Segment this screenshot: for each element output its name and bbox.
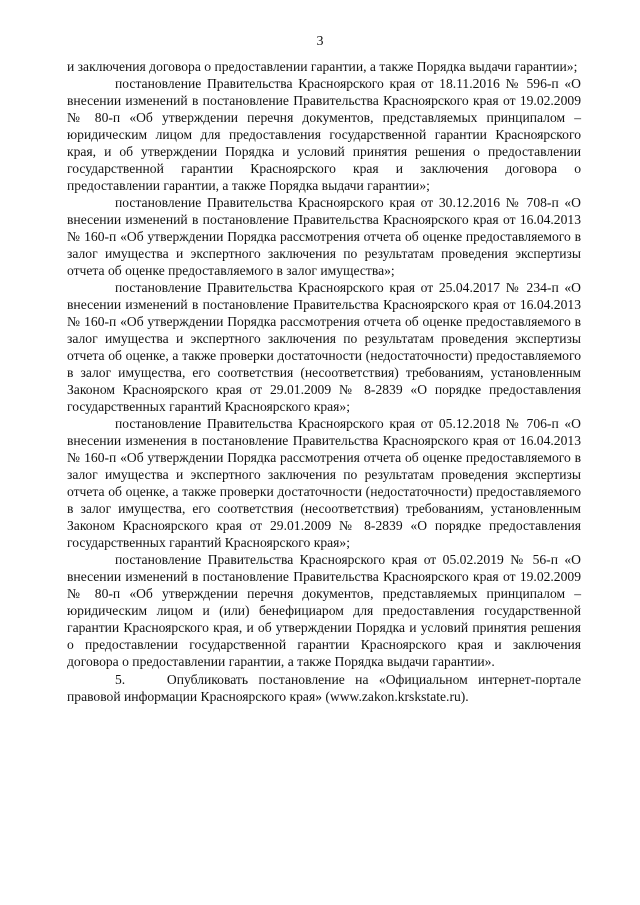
paragraph-resolution-234: постановление Правительства Красноярского края от 25.04.2017 № 234-п «О внесении изменений в постановление Правительства Красноярского края от 16.04.2013 № 160-п «Об утверждении Порядка рассмотрения отчета об оценке предоставляемого в залог имущества и экспертного заключения по результатам проведения экспертизы отчета об оценке, а также проверки достаточности (недостаточности) предоставляемого в залог имущества, его соответствия (несоответствия) требованиям, установленным Законом Красноярского края от 29.01.2009 № 8-2839 «О порядке предоставления государственных гарантий Красноярского края»; <box>67 280 581 414</box>
paragraph-resolution-708: постановление Правительства Красноярского края от 30.12.2016 № 708-п «О внесении изменений в постановление Правительства Красноярского края от 16.04.2013 № 160-п «Об утверждении Порядка рассмотрения отчета об оценке предоставляемого в залог имущества и экспертного заключения по результатам проведения экспертизы отчета об оценке предоставляемого в залог имущества»; <box>67 195 581 278</box>
paragraph-resolution-596: постановление Правительства Красноярского края от 18.11.2016 № 596-п «О внесении изменений в постановление Правительства Красноярского края от 19.02.2009 № 80-п «Об утверждении перечня документов, представляемых принципалом – юридическим лицом для предоставления государственной гарантии Красноярского края, и об утверждении Порядка и условий принятия решения о предоставлении государственной гарантии Красноярского края и заключения договора о предоставлении гарантии, а также Порядка выдачи гарантии»; <box>67 76 581 193</box>
paragraph-item-5-publication: 5. Опубликовать постановление на «Официальном интернет-портале правовой информации Красноярского края» (www.zakon.krskstate.ru). <box>67 672 581 704</box>
paragraph-resolution-56: постановление Правительства Красноярского края от 05.02.2019 № 56-п «О внесении изменений в постановление Правительства Красноярского края от 19.02.2009 № 80-п «Об утверждении перечня документов, представляемых принципалом – юридическим лицом и (или) бенефициаром для предоставления государственной гарантии Красноярского края, и об утверждении Порядка и условий принятия решения о предоставлении государственной гарантии Красноярского края и заключения договора о предоставлении гарантии, а также Порядка выдачи гарантии». <box>67 552 581 669</box>
paragraph-resolution-706: постановление Правительства Красноярского края от 05.12.2018 № 706-п «О внесении изменения в постановление Правительства Красноярского края от 16.04.2013 № 160-п «Об утверждении Порядка рассмотрения отчета об оценке предоставляемого в залог имущества и экспертного заключения по результатам проведения экспертизы отчета об оценке, а также проверки достаточности (недостаточности) предоставляемого в залог имущества, его соответствия (несоответствия) требованиям, установленным Законом Красноярского края от 29.01.2009 № 8-2839 «О порядке предоставления государственных гарантий Красноярского края»; <box>67 416 581 550</box>
page-number: 3 <box>316 34 324 49</box>
document-body <box>67 58 581 705</box>
paragraph-continuation: и заключения договора о предоставлении гарантии, а также Порядка выдачи гарантии»; <box>67 59 578 74</box>
